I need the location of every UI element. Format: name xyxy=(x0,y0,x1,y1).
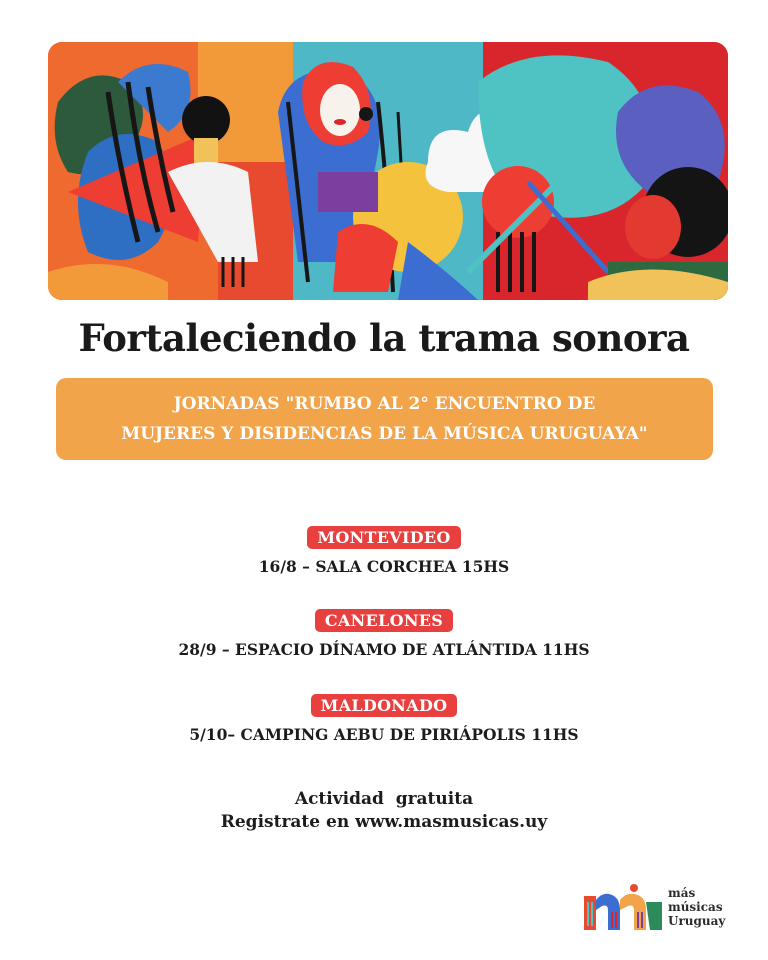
logo-wordmark xyxy=(668,886,725,928)
event-details: 28/9 – ESPACIO DÍNAMO DE ATLÁNTIDA 11HS xyxy=(178,640,590,659)
subtitle-line-1: JORNADAS "RUMBO AL 2° ENCUENTRO DE xyxy=(173,394,596,414)
footer-info xyxy=(0,788,768,834)
logo-line-3: Uruguay xyxy=(668,914,726,928)
event-details: 16/8 – SALA CORCHEA 15HS xyxy=(258,557,510,576)
mas-musicas-logo-mark xyxy=(582,882,664,932)
logo-line-1: más xyxy=(668,886,696,900)
free-activity-text: Actividad gratuita xyxy=(294,789,474,809)
mas-musicas-logo xyxy=(582,882,742,932)
registration-text: Registrate en www.masmusicas.uy xyxy=(220,812,548,832)
event-series-banner xyxy=(56,378,713,460)
city-badge: CANELONES xyxy=(315,609,453,632)
subtitle-line-2: MUJERES Y DISIDENCIAS DE LA MÚSICA URUGUAYA" xyxy=(121,424,648,444)
illustrated-banner xyxy=(48,42,728,300)
page-title: Fortaleciendo la trama sonora xyxy=(78,316,690,360)
event-canelones xyxy=(0,609,768,659)
city-badge: MONTEVIDEO xyxy=(307,526,460,549)
event-maldonado xyxy=(0,694,768,744)
logo-line-2: músicas xyxy=(668,900,723,914)
event-montevideo xyxy=(0,526,768,576)
city-badge: MALDONADO xyxy=(311,694,458,717)
event-details: 5/10– CAMPING AEBU DE PIRIÁPOLIS 11HS xyxy=(189,725,579,744)
